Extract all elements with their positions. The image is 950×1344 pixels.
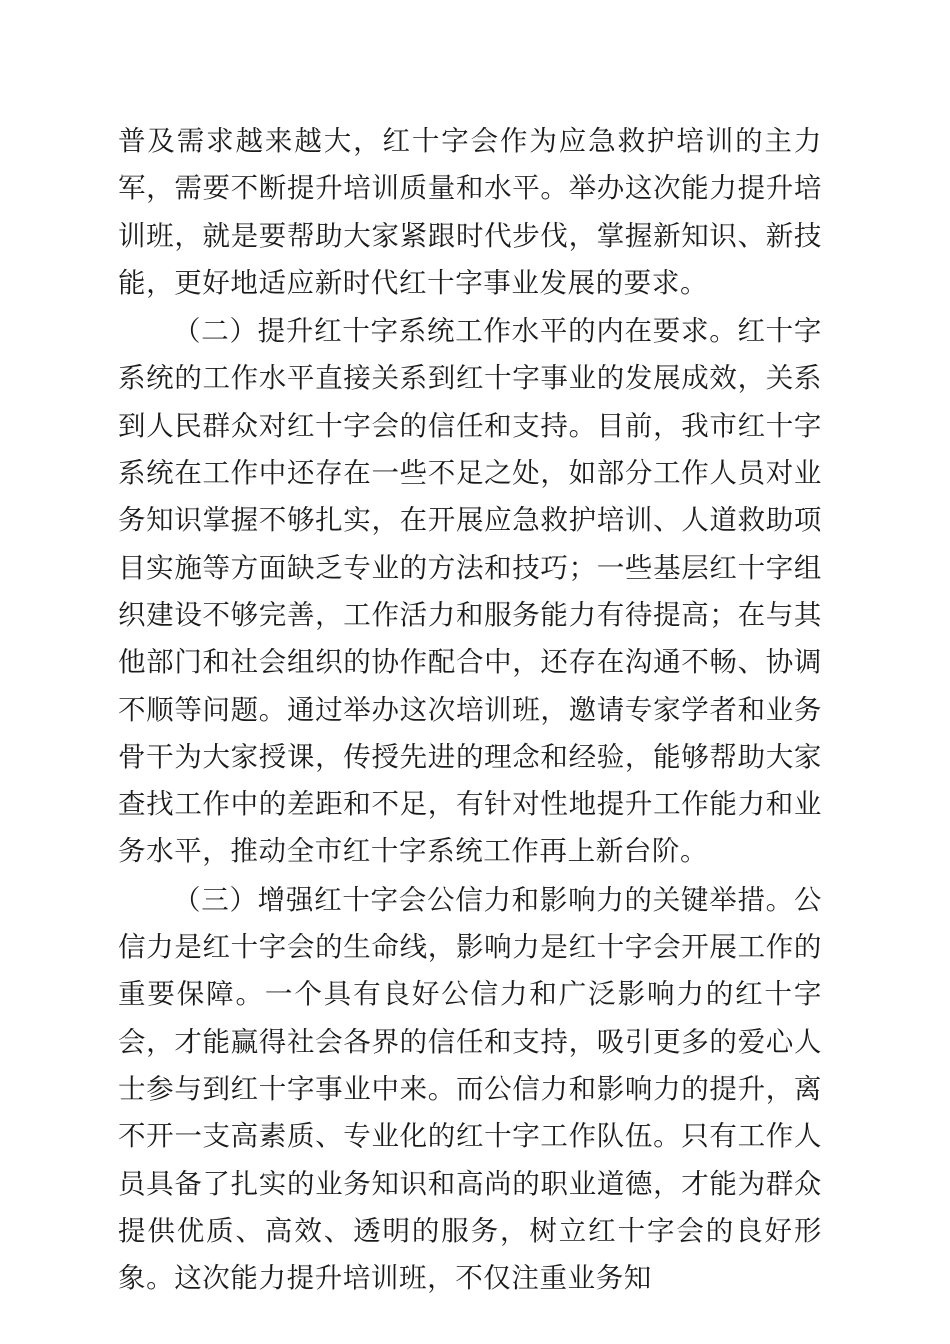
paragraph-continuation: 普及需求越来越大，红十字会作为应急救护培训的主力军，需要不断提升培训质量和水平。举办这次能力提升培训班，就是要帮助大家紧跟时代步伐，掌握新知识、新技能，更好地适应新时代红十字事业发展的要求。 (118, 125, 822, 299)
paragraph-section-three: （三）增强红十字会公信力和影响力的关键举措。公信力是红十字会的生命线，影响力是红十字会开展工作的重要保障。一个具有良好公信力和广泛影响力的红十字会，才能赢得社会各界的信任和支持，吸引更多的爱心人士参与到红十字事业中来。而公信力和影响力的提升，离不开一支高素质、专业化的红十字工作队伍。只有工作人员具备了扎实的业务知识和高尚的职业道德，才能为群众提供优质、高效、透明的服务，树立红十字会的良好形象。这次能力提升培训班，不仅注重业务知 (118, 883, 822, 1295)
paragraph-section-two: （二）提升红十字系统工作水平的内在要求。红十字系统的工作水平直接关系到红十字事业的发展成效，关系到人民群众对红十字会的信任和支持。目前，我市红十字系统在工作中还存在一些不足之处，如部分工作人员对业务知识掌握不够扎实，在开展应急救护培训、人道救助项目实施等方面缺乏专业的方法和技巧；一些基层红十字组织建设不够完善，工作活力和服务能力有待提高；在与其他部门和社会组织的协作配合中，还存在沟通不畅、协调不顺等问题。通过举办这次培训班，邀请专家学者和业务骨干为大家授课，传授先进的理念和经验，能够帮助大家查找工作中的差距和不足，有针对性地提升工作能力和业务水平，推动全市红十字系统工作再上新台阶。 (118, 315, 822, 868)
document-body (118, 118, 822, 1302)
